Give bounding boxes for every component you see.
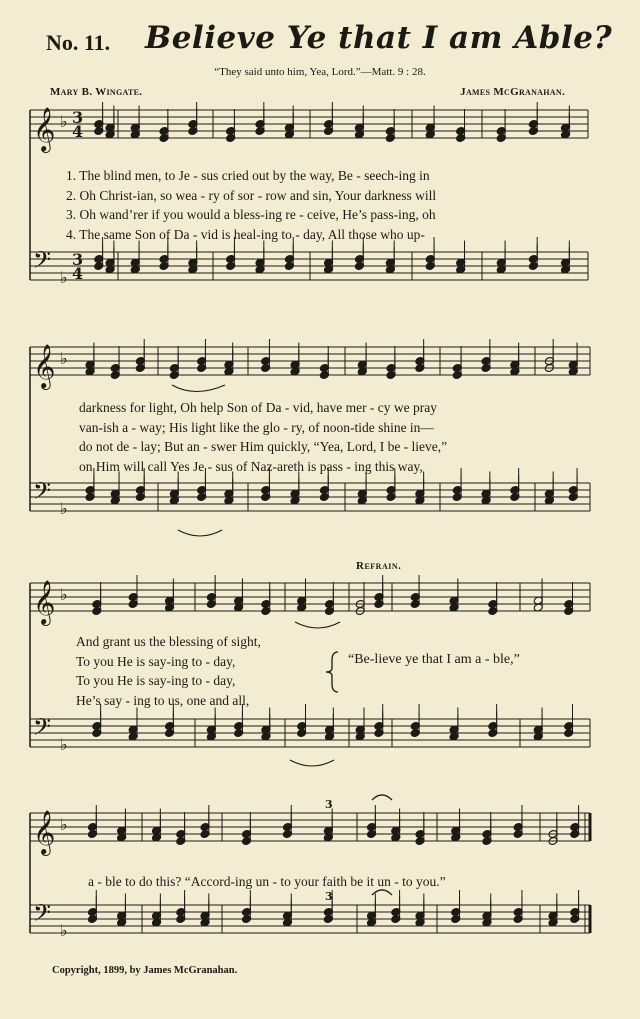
lyric-brace — [326, 652, 338, 692]
verse-line: a - ble to do this? “Accord-ing un - to your faith be it un - to you.” — [88, 874, 446, 889]
key-flat: ♭ — [60, 585, 68, 604]
slur-mark — [178, 530, 222, 536]
verse-line: van-ish a - way; His light like the glo - ry, of noon-tide shine in— — [79, 419, 434, 435]
verse-line: 4. The same Son of Da - vid is heal-ing to - day, All those who up- — [66, 226, 425, 242]
key-flat: ♭ — [60, 815, 68, 834]
time-signature-top: 3 — [72, 108, 84, 127]
fermata-mark — [372, 795, 392, 800]
lyricist-credit: Mary B. Wingate. — [50, 86, 143, 98]
verse-line: He’s say - ing to us, one and all, — [76, 692, 250, 708]
key-flat: ♭ — [60, 268, 68, 287]
bass-clef: 𝄢 — [33, 713, 52, 746]
key-flat: ♭ — [60, 499, 68, 518]
triplet-mark: 3 — [325, 890, 333, 903]
verse-line: 3. Oh wand’rer if you would a bless-ing re - ceive, He’s pass-ing, oh — [66, 207, 436, 222]
slur-mark — [290, 760, 334, 766]
verse-line: To you He is say-ing to - day, — [76, 673, 236, 688]
treble-clef: 𝄞 — [33, 810, 56, 854]
verse-block-system-4 — [88, 872, 446, 892]
verse-block-system-2 — [79, 398, 447, 476]
composer-credit: James McGranahan. — [460, 86, 565, 98]
verse-block-system-1 — [66, 166, 436, 244]
bass-clef: 𝄢 — [33, 246, 52, 279]
verse-line: on Him will call Yes Je - sus of Naz-areth is pass - ing this way, — [79, 458, 423, 474]
treble-clef: 𝄞 — [33, 344, 56, 388]
time-signature-bottom: 4 — [72, 264, 84, 283]
hymn-number: No. 11. — [46, 30, 111, 55]
slur-mark — [295, 622, 340, 628]
time-signature-top: 3 — [72, 250, 84, 269]
slur-mark — [172, 385, 225, 392]
treble-clef: 𝄞 — [33, 580, 56, 624]
refrain-label: Refrain. — [356, 560, 402, 572]
verse-line: To you He is say-ing to - day, — [76, 653, 236, 669]
key-flat: ♭ — [60, 921, 68, 940]
scripture-reference: “They said unto him, Yea, Lord.”—Matt. 9 : 28. — [214, 66, 426, 78]
verse-line: do not de - lay; But an - swer Him quickly, “Yea, Lord, I be - lieve,” — [79, 439, 448, 454]
chorus-line: “Be-lieve ye that I am a - ble,” — [348, 652, 520, 667]
time-signature-bottom: 4 — [72, 122, 84, 141]
verse-line: And grant us the blessing of sight, — [76, 634, 261, 649]
verse-line: darkness for light, Oh help Son of Da - vid, have mer - cy we pray — [79, 400, 438, 415]
verse-line: 2. Oh Christ-ian, so wea - ry of sor - row and sin, Your darkness will — [66, 187, 437, 203]
bass-clef: 𝄢 — [33, 899, 52, 932]
treble-clef: 𝄞 — [33, 107, 56, 151]
verse-block-system-3 — [76, 632, 261, 710]
bass-clef: 𝄢 — [33, 477, 52, 510]
copyright-notice: Copyright, 1899, by James McGranahan. — [52, 965, 238, 976]
key-flat: ♭ — [60, 112, 68, 131]
triplet-mark: 3 — [325, 798, 333, 811]
hymn-title: Believe Ye that I am Able? — [145, 20, 613, 56]
key-flat: ♭ — [60, 349, 68, 368]
key-flat: ♭ — [60, 735, 68, 754]
verse-line: 1. The blind men, to Je - sus cried out by the way, Be - seech-ing in — [66, 168, 430, 183]
